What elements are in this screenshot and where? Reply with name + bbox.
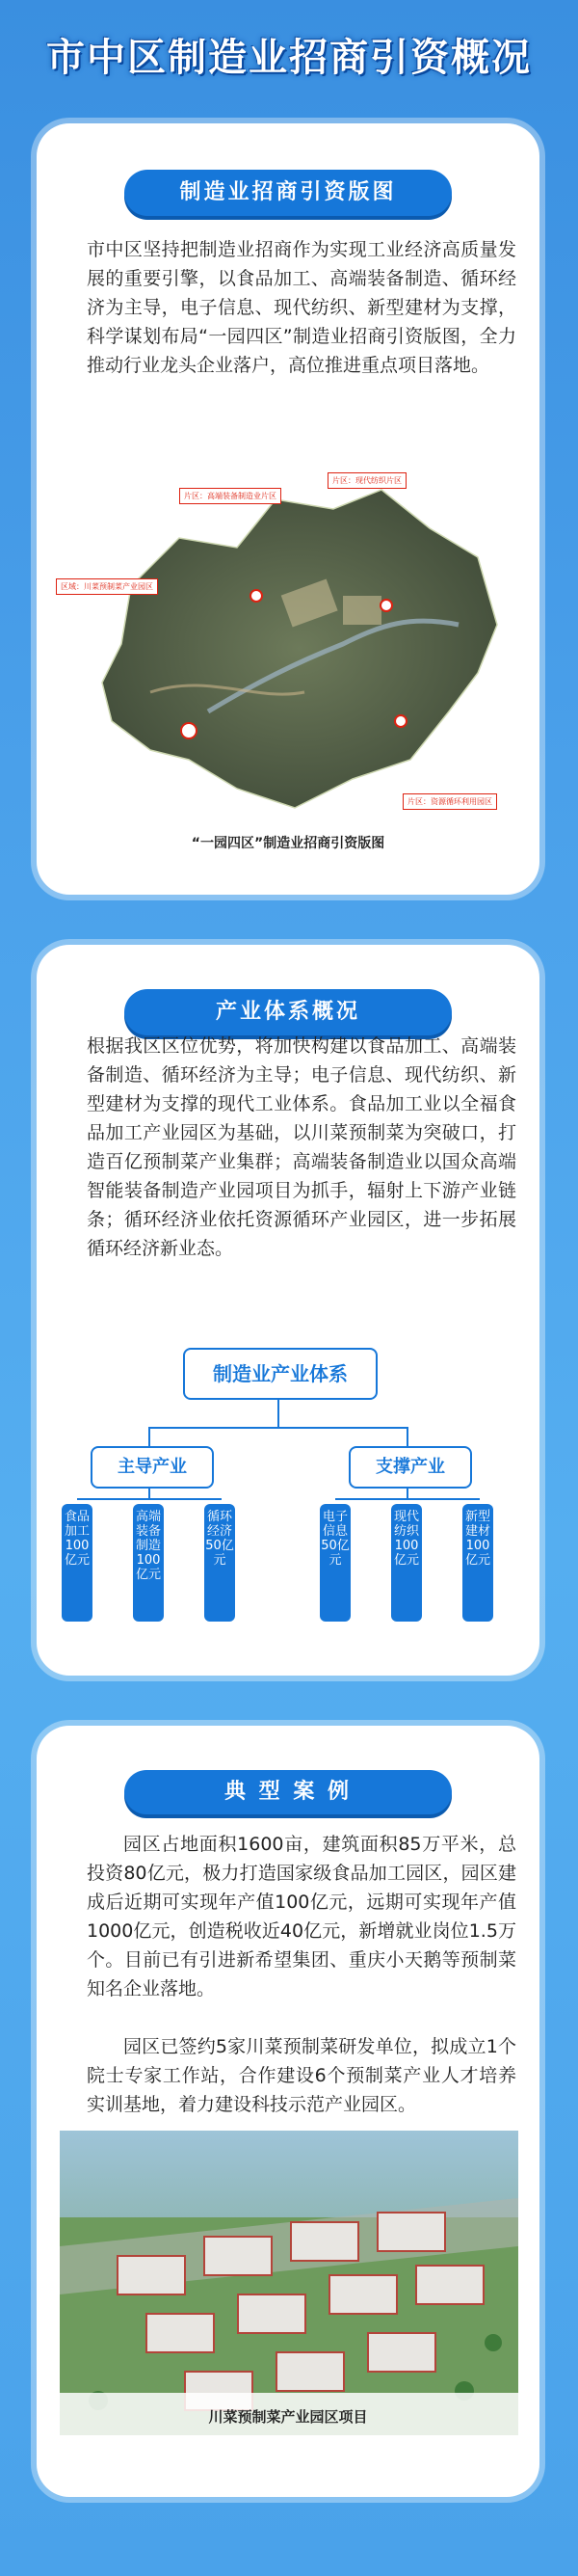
zone-marker	[343, 596, 381, 625]
industry-textile: 现代纺织100亿元	[391, 1504, 422, 1622]
page-title: 市中区制造业招商引资概况	[46, 35, 532, 80]
building	[368, 2333, 435, 2372]
chart-root-box: 制造业产业体系	[183, 1348, 378, 1400]
industry-intro-text: 根据我区区位优势，将加快构建以食品加工、高端装备制造、循环经济为主导；电子信息、现代纺织、新型建材为支撑的现代工业体系。食品加工业以全福食品加工产业园区为基础，以川菜预制菜为突破口，打造百亿预制菜产业集群；高端装备制造业以国众高端智能装备制造产业园项目为抓手，辐射上下游产业链条；循环经济业依托资源循环产业园区，进一步拓展循环经济新业态。	[87, 1035, 516, 1259]
section-heading-map: 制造业招商引资版图	[124, 170, 452, 216]
building	[378, 2213, 445, 2251]
map-panel	[37, 123, 539, 895]
map-tag-textile: 片区：现代纺织片区	[328, 472, 407, 489]
section-heading-industry: 产业体系概况	[124, 989, 452, 1035]
case-caption: 川菜预制菜产业园区项目	[208, 2408, 368, 2426]
building	[146, 2314, 214, 2352]
building	[204, 2237, 272, 2275]
industry-building-materials: 新型建材100亿元	[462, 1504, 493, 1622]
district-shape	[102, 490, 497, 808]
building	[238, 2294, 305, 2333]
supporting-industry-box: 支撑产业	[349, 1446, 472, 1489]
zone-marker	[250, 590, 262, 602]
industry-panel	[37, 945, 539, 1676]
industrial-park-rendering	[60, 2131, 518, 2435]
connector-line	[277, 1398, 279, 1429]
building	[416, 2266, 484, 2304]
industry-food: 食品加工100亿元	[62, 1504, 92, 1622]
section-heading-case: 典 型 案 例	[124, 1770, 452, 1814]
case-panel	[37, 1726, 539, 2497]
case-text-1: 园区占地面积1600亩，建筑面积85万平米，总投资80亿元，极力打造国家级食品加工园区，园区建成后近期可实现年产值100亿元，远期可实现年产值1000亿元，创造税收近40亿元，新增就业岗位1.5万个。目前已有引进新希望集团、重庆小天鹅等预制菜知名企业落地。	[87, 1834, 516, 1999]
connector-line	[407, 1427, 408, 1446]
map-intro-text: 市中区坚持把制造业招商作为实现工业经济高质量发展的重要引擎，以食品加工、高端装备制造、循环经济为主导，电子信息、现代纺织、新型建材为支撑，科学谋划布局“一园四区”制造业招商引资版图，全力推动行业龙头企业落户，高位推进重点项目落地。	[87, 239, 516, 376]
case-text-2: 园区已签约5家川菜预制菜研发单位，拟成立1个院士专家工作站，合作建设6个预制菜产业人才培养实训基地，着力建设科技示范产业园区。	[87, 2036, 516, 2115]
map-tag-food-park: 区域：川菜预制菜产业园区	[56, 578, 158, 595]
building	[118, 2256, 185, 2294]
zone-marker	[181, 723, 197, 738]
industry-electronics: 电子信息50亿元	[320, 1504, 351, 1622]
investment-map-image	[92, 470, 516, 818]
leading-industry-box: 主导产业	[91, 1446, 214, 1489]
industry-equipment: 高端装备制造100亿元	[133, 1504, 164, 1622]
zone-marker	[395, 715, 407, 727]
building	[329, 2275, 397, 2314]
industry-recycling: 循环经济50亿元	[204, 1504, 235, 1622]
map-tag-equipment: 片区：高端装备制造业片区	[179, 488, 281, 504]
connector-line	[335, 1498, 480, 1500]
zone-marker	[381, 600, 392, 611]
building	[276, 2352, 344, 2391]
connector-line	[148, 1487, 150, 1498]
map-caption: “一园四区”制造业招商引资版图	[191, 836, 385, 851]
connector-line	[148, 1427, 408, 1429]
connector-line	[77, 1498, 222, 1500]
map-tag-recycling: 片区：资源循环利用园区	[403, 793, 497, 810]
building	[291, 2222, 358, 2261]
connector-line	[148, 1427, 150, 1446]
connector-line	[407, 1487, 408, 1498]
